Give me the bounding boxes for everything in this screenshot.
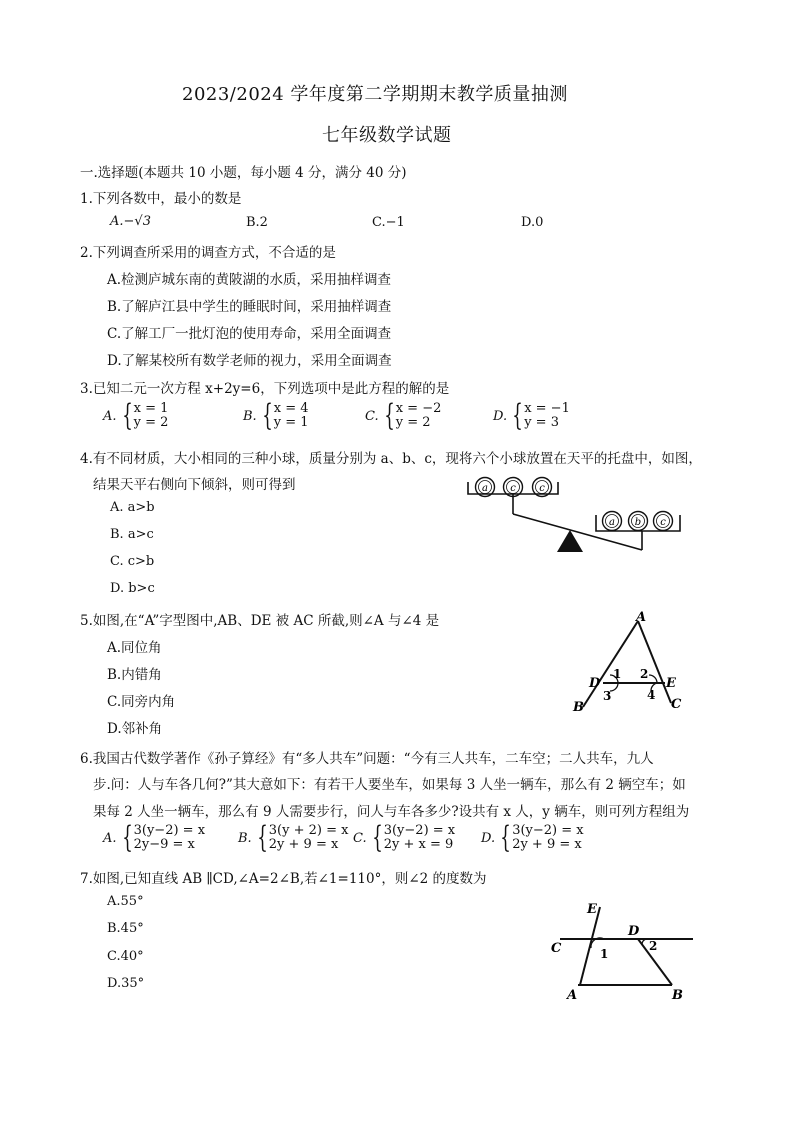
q3-option-c-eq2: y = 2 <box>395 415 431 430</box>
label-B: B <box>672 988 683 1003</box>
q6-option-c-eq1: 3(y−2) = x <box>383 823 456 838</box>
label-D: D <box>628 924 640 939</box>
section-heading: 一.选择题(本题共 10 小题，每小题 4 分，满分 40 分) <box>80 165 407 181</box>
q6-option-d-eq1: 3(y−2) = x <box>512 823 584 838</box>
q6-stem-line1: 6.我国古代数学著作《孙子算经》有“多人共车”问题：“今有三人共车，二车空；二人共车，九人 <box>80 751 654 767</box>
q6-option-b-label: B. <box>238 830 252 846</box>
q6-option-c-label: C. <box>353 830 367 846</box>
q3-option-a-eq2: y = 2 <box>133 415 169 430</box>
q6-option-a-eq1: 3(y−2) = x <box>133 823 206 838</box>
q3-option-b: B. { x = 4 y = 1 <box>243 398 309 433</box>
q2-stem: 2.下列调查所采用的调查方式，不合适的是 <box>80 245 336 261</box>
q1-option-b: B.2 <box>246 215 268 230</box>
angle-1: 1 <box>613 667 622 681</box>
q5-option-a: A.同位角 <box>107 640 162 656</box>
q1-option-c: C.−1 <box>372 215 405 230</box>
q5-option-c: C.同旁内角 <box>107 694 176 710</box>
angle-4: 4 <box>647 688 656 702</box>
right-ball-3-label: c <box>660 517 666 528</box>
q3-option-c-label: C. <box>365 408 379 424</box>
q3-option-a-eq1: x = 1 <box>133 401 169 416</box>
right-ball-2-label: b <box>634 517 642 528</box>
q6-option-c: C. { 3(y−2) = x 2y + x = 9 <box>353 820 456 855</box>
label-C: C <box>671 697 682 712</box>
q6-option-d-eq2: 2y + 9 = x <box>512 837 582 852</box>
q5-option-b: B.内错角 <box>107 667 162 683</box>
q3-option-d-label: D. <box>493 408 508 424</box>
label-A: A <box>636 610 647 625</box>
label-A: A <box>567 988 578 1003</box>
q7-option-b: B.45° <box>107 921 144 936</box>
q6-option-b: B. { 3(y + 2) = x 2y + 9 = x <box>238 820 349 855</box>
label-E: E <box>666 676 676 691</box>
q6-option-b-eq1: 3(y + 2) = x <box>268 823 349 838</box>
balance-scale-figure <box>462 470 692 560</box>
q5-option-d: D.邻补角 <box>107 721 163 737</box>
q3-option-b-label: B. <box>243 408 257 424</box>
q4-stem-line2: 结果天平右侧向下倾斜，则可得到 <box>93 477 296 493</box>
q1-stem: 1.下列各数中，最小的数是 <box>80 191 242 207</box>
q3-option-a: A. { x = 1 y = 2 <box>103 398 169 433</box>
angle-2: 2 <box>649 939 658 953</box>
q6-option-d: D. { 3(y−2) = x 2y + 9 = x <box>481 820 584 855</box>
q3-stem: 3.已知二元一次方程 x+2y=6，下列选项中是此方程的解的是 <box>80 381 450 397</box>
q2-option-a: A.检测庐城东南的黄陂湖的水质，采用抽样调查 <box>107 272 392 288</box>
q6-stem-line3: 果每 2 人坐一辆车，那么有 9 人需要步行，问人与车各多少?设共有 x 人，y 辆车，则可列方程组为 <box>93 804 690 820</box>
q4-option-b: B. a>c <box>110 527 154 542</box>
left-ball-1-label: a <box>482 483 488 494</box>
q3-option-d-eq1: x = −1 <box>524 401 570 416</box>
q3-option-c-eq1: x = −2 <box>395 401 442 416</box>
label-D: D <box>589 676 601 691</box>
q7-option-a: A.55° <box>107 894 144 909</box>
q7-stem: 7.如图,已知直线 AB ∥CD,∠A=2∠B,若∠1=110°，则∠2 的度数为 <box>80 871 487 887</box>
q4-option-c: C. c>b <box>110 554 155 569</box>
q4-option-a: A. a>b <box>110 500 155 515</box>
right-ball-1-label: a <box>609 517 615 528</box>
label-B: B <box>573 700 584 715</box>
q3-option-c: C. { x = −2 y = 2 <box>365 398 442 433</box>
q3-option-d: D. { x = −1 y = 3 <box>493 398 570 433</box>
q7-option-c: C.40° <box>107 949 144 964</box>
exam-title: 2023/2024 学年度第二学期期末教学质量抽测 <box>182 84 568 105</box>
angle-2: 2 <box>640 667 649 681</box>
q6-option-d-label: D. <box>481 830 496 846</box>
label-C: C <box>551 941 562 956</box>
fulcrum-triangle <box>557 530 583 552</box>
line-AE <box>580 907 600 985</box>
q6-option-a: A. { 3(y−2) = x 2y−9 = x <box>103 820 206 855</box>
left-ball-3-label: c <box>539 483 545 494</box>
exam-subtitle: 七年级数学试题 <box>322 125 452 146</box>
label-E: E <box>587 902 597 917</box>
angle-3: 3 <box>603 689 612 703</box>
q3-option-a-label: A. <box>103 408 117 424</box>
q4-stem-line1: 4.有不同材质，大小相同的三种小球，质量分别为 a、b、c，现将六个小球放置在天平的托盘中，如图， <box>80 451 702 467</box>
q3-option-d-eq2: y = 3 <box>524 415 559 430</box>
q7-option-d: D.35° <box>107 976 145 991</box>
q4-option-d: D. b>c <box>110 581 155 596</box>
q6-option-c-eq2: 2y + x = 9 <box>383 837 454 852</box>
q1-option-d: D.0 <box>521 215 544 230</box>
q2-option-c: C.了解工厂一批灯泡的使用寿命，采用全面调查 <box>107 326 392 342</box>
angle-1: 1 <box>600 947 609 961</box>
parallel-lines-figure <box>545 895 705 1007</box>
q3-option-b-eq2: y = 1 <box>273 415 309 430</box>
q1-option-a: A.−√3 <box>110 214 151 229</box>
q2-option-d: D.了解某校所有数学老师的视力，采用全面调查 <box>107 353 392 369</box>
q2-option-b: B.了解庐江县中学生的睡眠时间，采用抽样调查 <box>107 299 392 315</box>
q5-stem: 5.如图,在“A”字型图中,AB、DE 被 AC 所截,则∠A 与∠4 是 <box>80 613 440 629</box>
q6-stem-line2: 步.问：人与车各几何?”其大意如下：有若干人要坐车，如果每 3 人坐一辆车，那么有 2 辆空车；如 <box>93 777 686 793</box>
q6-option-b-eq2: 2y + 9 = x <box>268 837 339 852</box>
q3-option-b-eq1: x = 4 <box>273 401 309 416</box>
a-shape-figure <box>565 605 695 717</box>
left-ball-2-label: c <box>510 483 516 494</box>
q6-option-a-eq2: 2y−9 = x <box>133 837 195 852</box>
q6-option-a-label: A. <box>103 830 117 846</box>
